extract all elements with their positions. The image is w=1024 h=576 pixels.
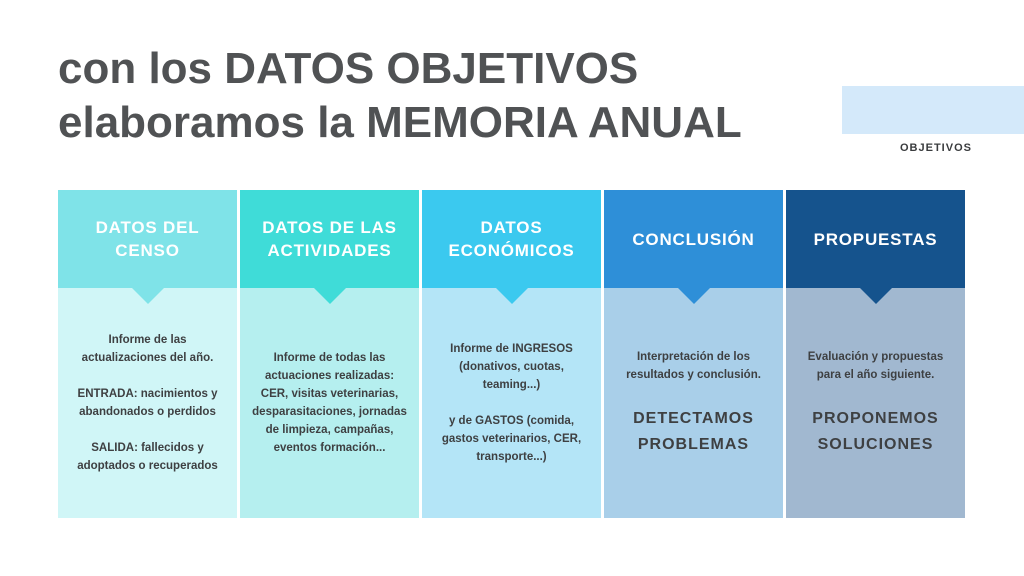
column-highlight: PROPONEMOS SOLUCIONES xyxy=(812,410,939,453)
column-paragraph: Informe de las actualizaciones del año. xyxy=(81,334,214,364)
column-conclusion xyxy=(604,190,783,518)
column-body xyxy=(604,288,783,518)
title-line-2: elaboramos la MEMORIA ANUAL xyxy=(58,98,742,147)
slide-title xyxy=(58,42,742,150)
column-body xyxy=(786,288,965,518)
column-heading: DATOS DEL CENSO xyxy=(58,190,237,288)
column-body xyxy=(422,288,601,518)
title-line-1: con los DATOS OBJETIVOS xyxy=(58,44,639,93)
column-paragraph: Evaluación y propuestas para el año siguiente. xyxy=(807,351,944,381)
columns-row xyxy=(58,190,965,518)
column-heading: DATOS DE LAS ACTIVIDADES xyxy=(240,190,419,288)
column-heading: PROPUESTAS xyxy=(786,190,965,288)
column-propuestas xyxy=(786,190,965,518)
column-paragraph: y de GASTOS (comida, gastos veterinarios, CER, transporte...) xyxy=(441,415,582,463)
column-paragraph: Informe de INGRESOS (donativos, cuotas, teaming...) xyxy=(450,343,573,391)
column-paragraph: SALIDA: fallecidos y adoptados o recuperados xyxy=(77,442,218,472)
objetivos-tag: OBJETIVOS xyxy=(900,142,972,154)
column-paragraph: Informe de todas las actuaciones realizadas: CER, visitas veterinarias, desparasitaciones, jornadas de limpieza, campañas, eventos formación... xyxy=(252,352,407,454)
column-paragraph: Interpretación de los resultados y conclusión. xyxy=(626,351,761,381)
column-actividades xyxy=(240,190,419,518)
column-body xyxy=(240,288,419,518)
column-censo xyxy=(58,190,237,518)
column-economicos xyxy=(422,190,601,518)
column-body xyxy=(58,288,237,518)
column-heading: CONCLUSIÓN xyxy=(604,190,783,288)
column-highlight: DETECTAMOS PROBLEMAS xyxy=(633,410,754,453)
column-heading: DATOS ECONÓMICOS xyxy=(422,190,601,288)
accent-rectangle xyxy=(842,86,1024,134)
column-paragraph: ENTRADA: nacimientos y abandonados o perdidos xyxy=(77,388,218,418)
